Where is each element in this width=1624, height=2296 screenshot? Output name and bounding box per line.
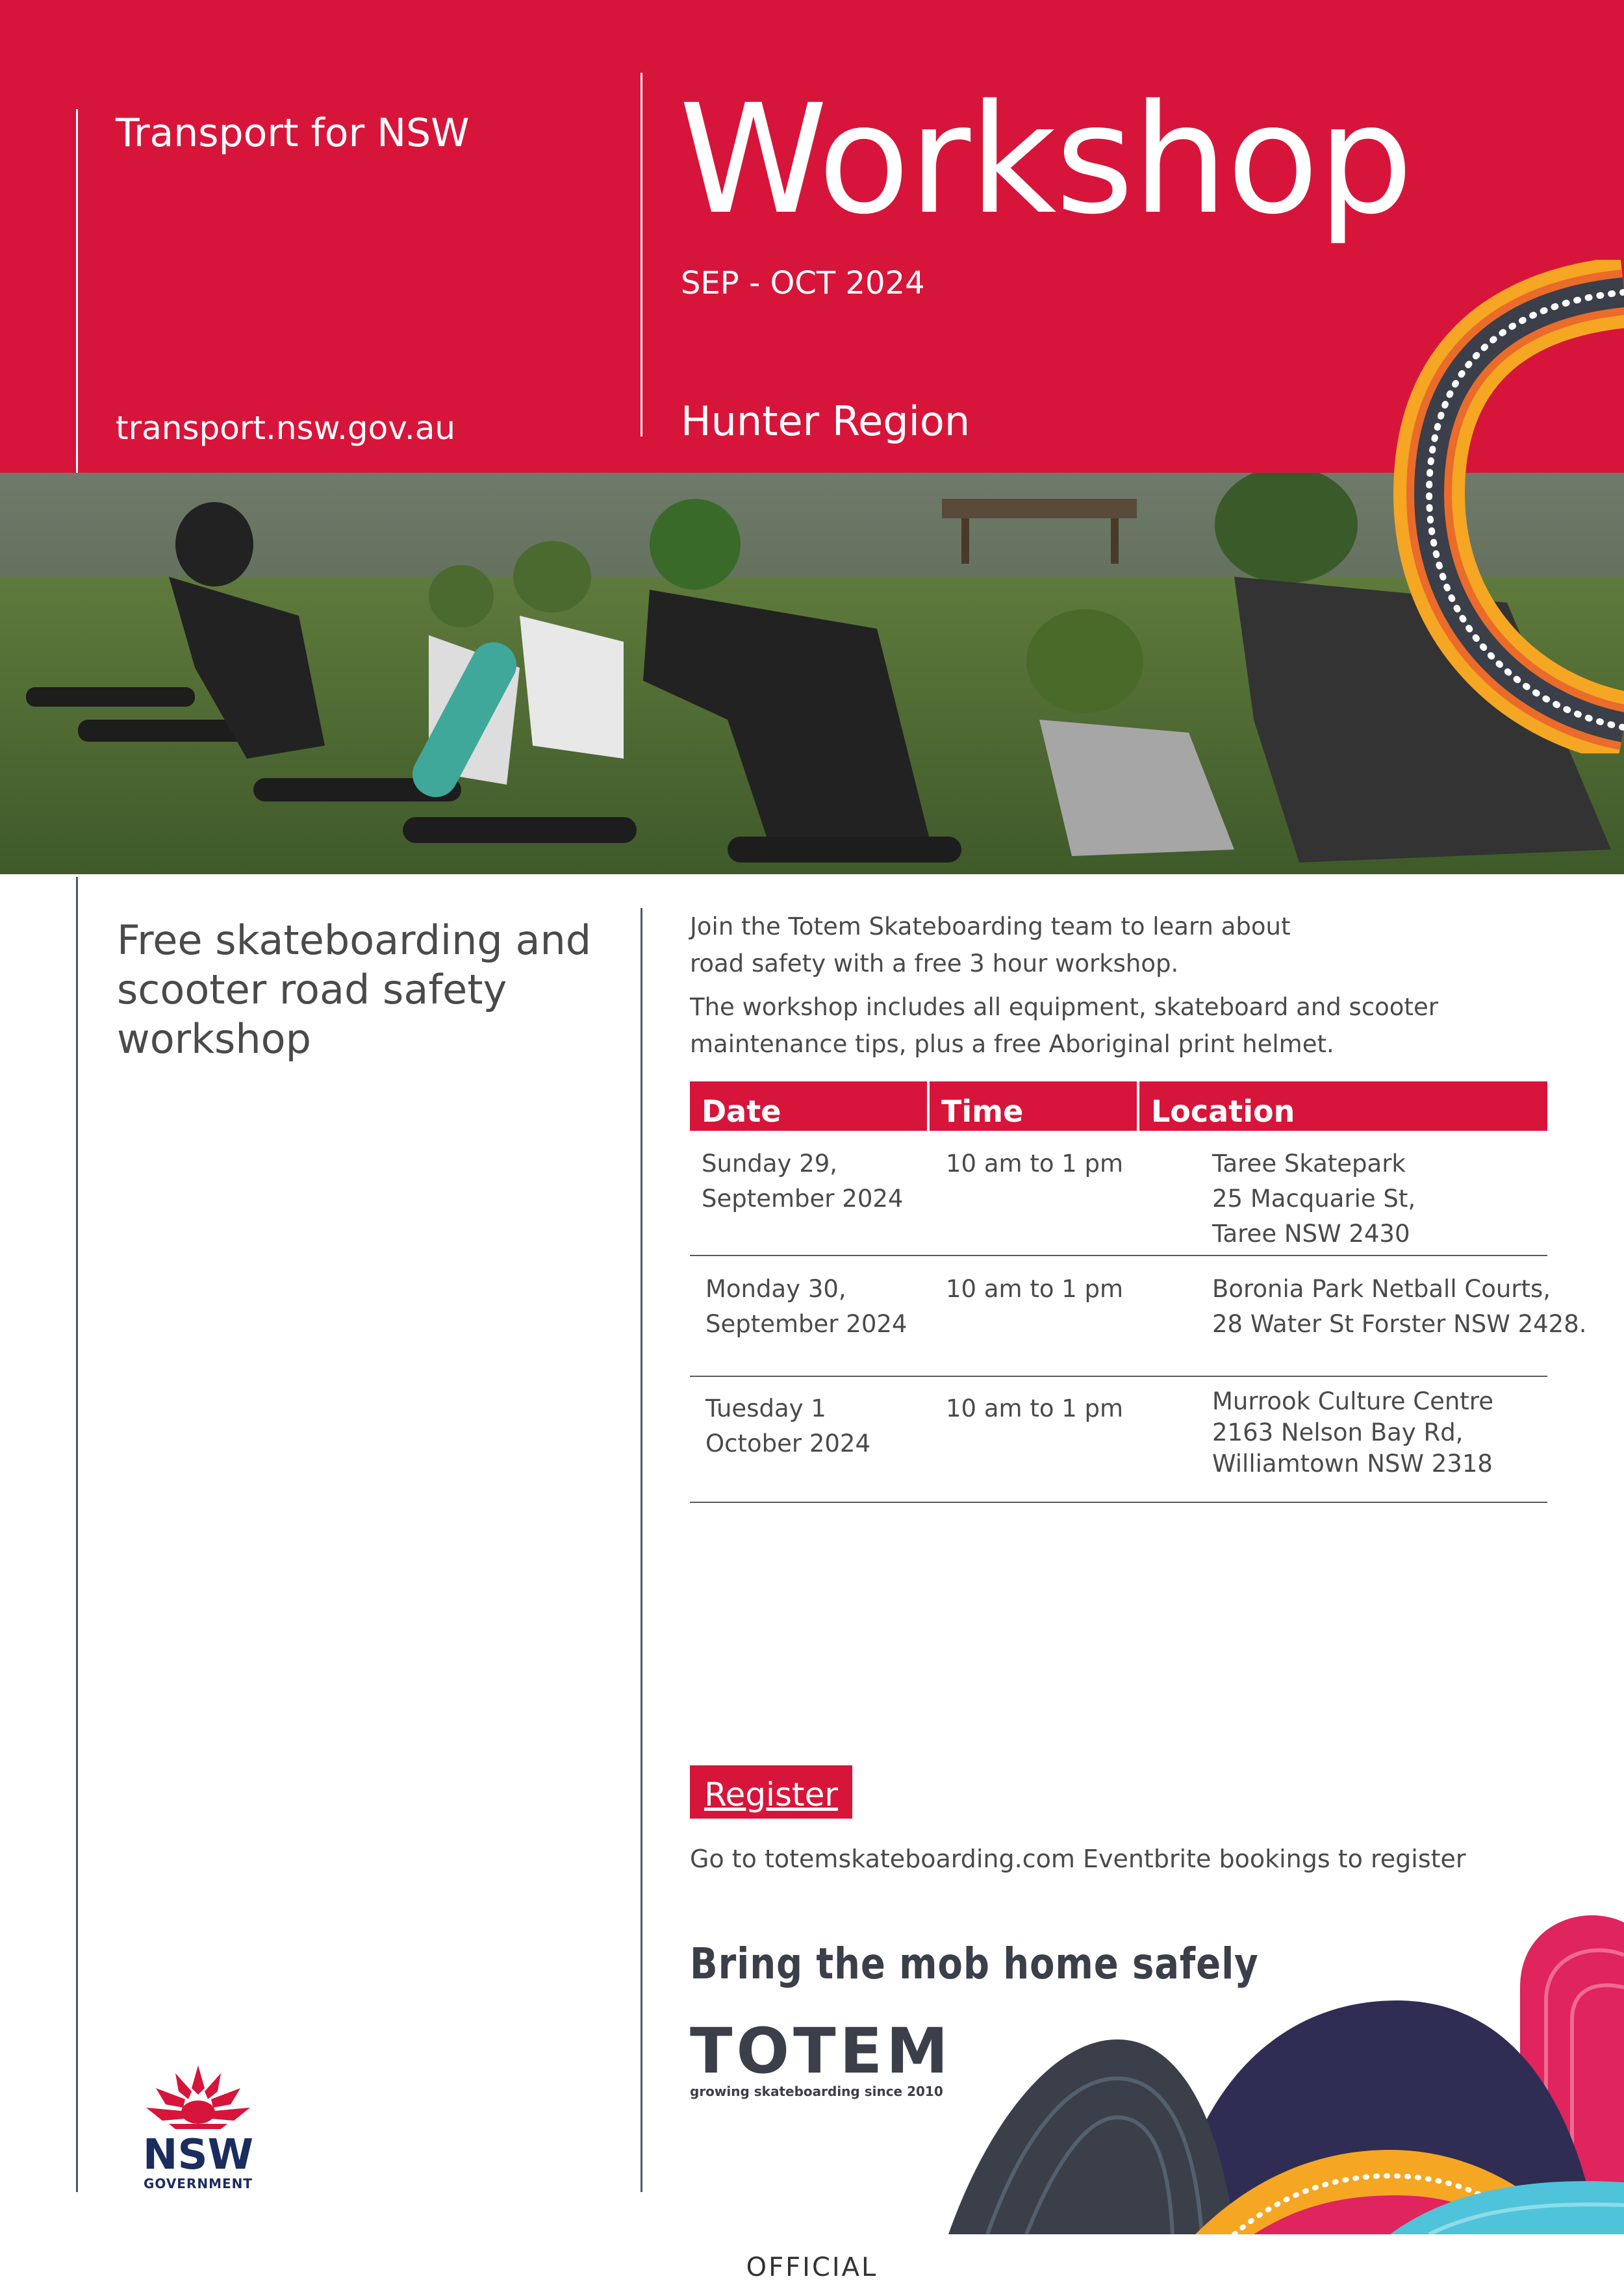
campaign-tagline: Bring the mob home safely — [690, 1939, 1259, 1989]
page-title: Workshop — [679, 72, 1412, 247]
hero-photo — [0, 473, 1624, 874]
schedule-table-header — [690, 1081, 1547, 1131]
totem-logo — [690, 2015, 969, 2104]
agency-website[interactable]: transport.nsw.gov.au — [116, 409, 456, 447]
aboriginal-pattern-arc-decoration — [1390, 260, 1624, 753]
agency-name: Transport for NSW — [116, 110, 470, 156]
table-row-3-location: Murrook Culture Centre 2163 Nelson Bay Rd, Williamtown NSW 2318 — [1212, 1387, 1493, 1478]
table-row-divider — [690, 1502, 1547, 1503]
document-classification: OFFICIAL — [746, 2252, 878, 2282]
intro-paragraph-2: The workshop includes all equipment, skateboard and scooter maintenance tips, plus a free Aboriginal print helmet. — [690, 993, 1438, 1058]
column-header-time: Time — [930, 1081, 1137, 1131]
column-header-location: Location — [1139, 1081, 1547, 1131]
header-banner — [0, 0, 1624, 473]
column-header-date: Date — [690, 1081, 927, 1131]
nsw-logo-subtext: GOVERNMENT — [143, 2176, 253, 2191]
waratah-icon — [136, 2059, 260, 2130]
nsw-government-logo — [136, 2059, 260, 2195]
nsw-logo-text: NSW — [142, 2131, 254, 2179]
header-divider-left — [76, 109, 78, 473]
table-row-3-date: Tuesday 1 October 2024 — [705, 1394, 870, 1457]
intro-paragraph-1: Join the Totem Skateboarding team to learn about road safety with a free 3 hour workshop. — [690, 913, 1291, 978]
event-region: Hunter Region — [681, 397, 971, 445]
table-row-1-time: 10 am to 1 pm — [946, 1150, 1124, 1178]
register-button[interactable]: Register — [690, 1765, 852, 1819]
header-divider-middle — [641, 73, 642, 436]
aboriginal-pattern-hills-decoration — [948, 1910, 1624, 2234]
totem-logo-wordmark: TOTEM — [690, 2015, 952, 2088]
event-dates: SEP - OCT 2024 — [681, 265, 925, 301]
table-row-divider — [690, 1376, 1547, 1377]
body-divider-left — [76, 877, 78, 2192]
table-row-1-date: Sunday 29, September 2024 — [702, 1150, 904, 1213]
register-instructions: Go to totemskateboarding.com Eventbrite bookings to register — [690, 1845, 1466, 1873]
table-row-1-location: Taree Skatepark 25 Macquarie St, Taree NSW 2430 — [1212, 1150, 1416, 1248]
totem-logo-tagline: growing skateboarding since 2010 — [690, 2084, 943, 2099]
table-row-2-time: 10 am to 1 pm — [946, 1275, 1124, 1303]
table-row-2-date: Monday 30, September 2024 — [705, 1275, 907, 1338]
table-row-divider — [690, 1255, 1547, 1256]
table-row-3-time: 10 am to 1 pm — [946, 1394, 1124, 1422]
table-row-2-location: Boronia Park Netball Courts, 28 Water St Forster NSW 2428. — [1212, 1275, 1587, 1338]
workshop-headline: Free skateboarding and scooter road safety workshop — [117, 916, 592, 1063]
body-divider-middle — [641, 908, 642, 2192]
skateboarders-photo-illustration — [0, 473, 1624, 874]
